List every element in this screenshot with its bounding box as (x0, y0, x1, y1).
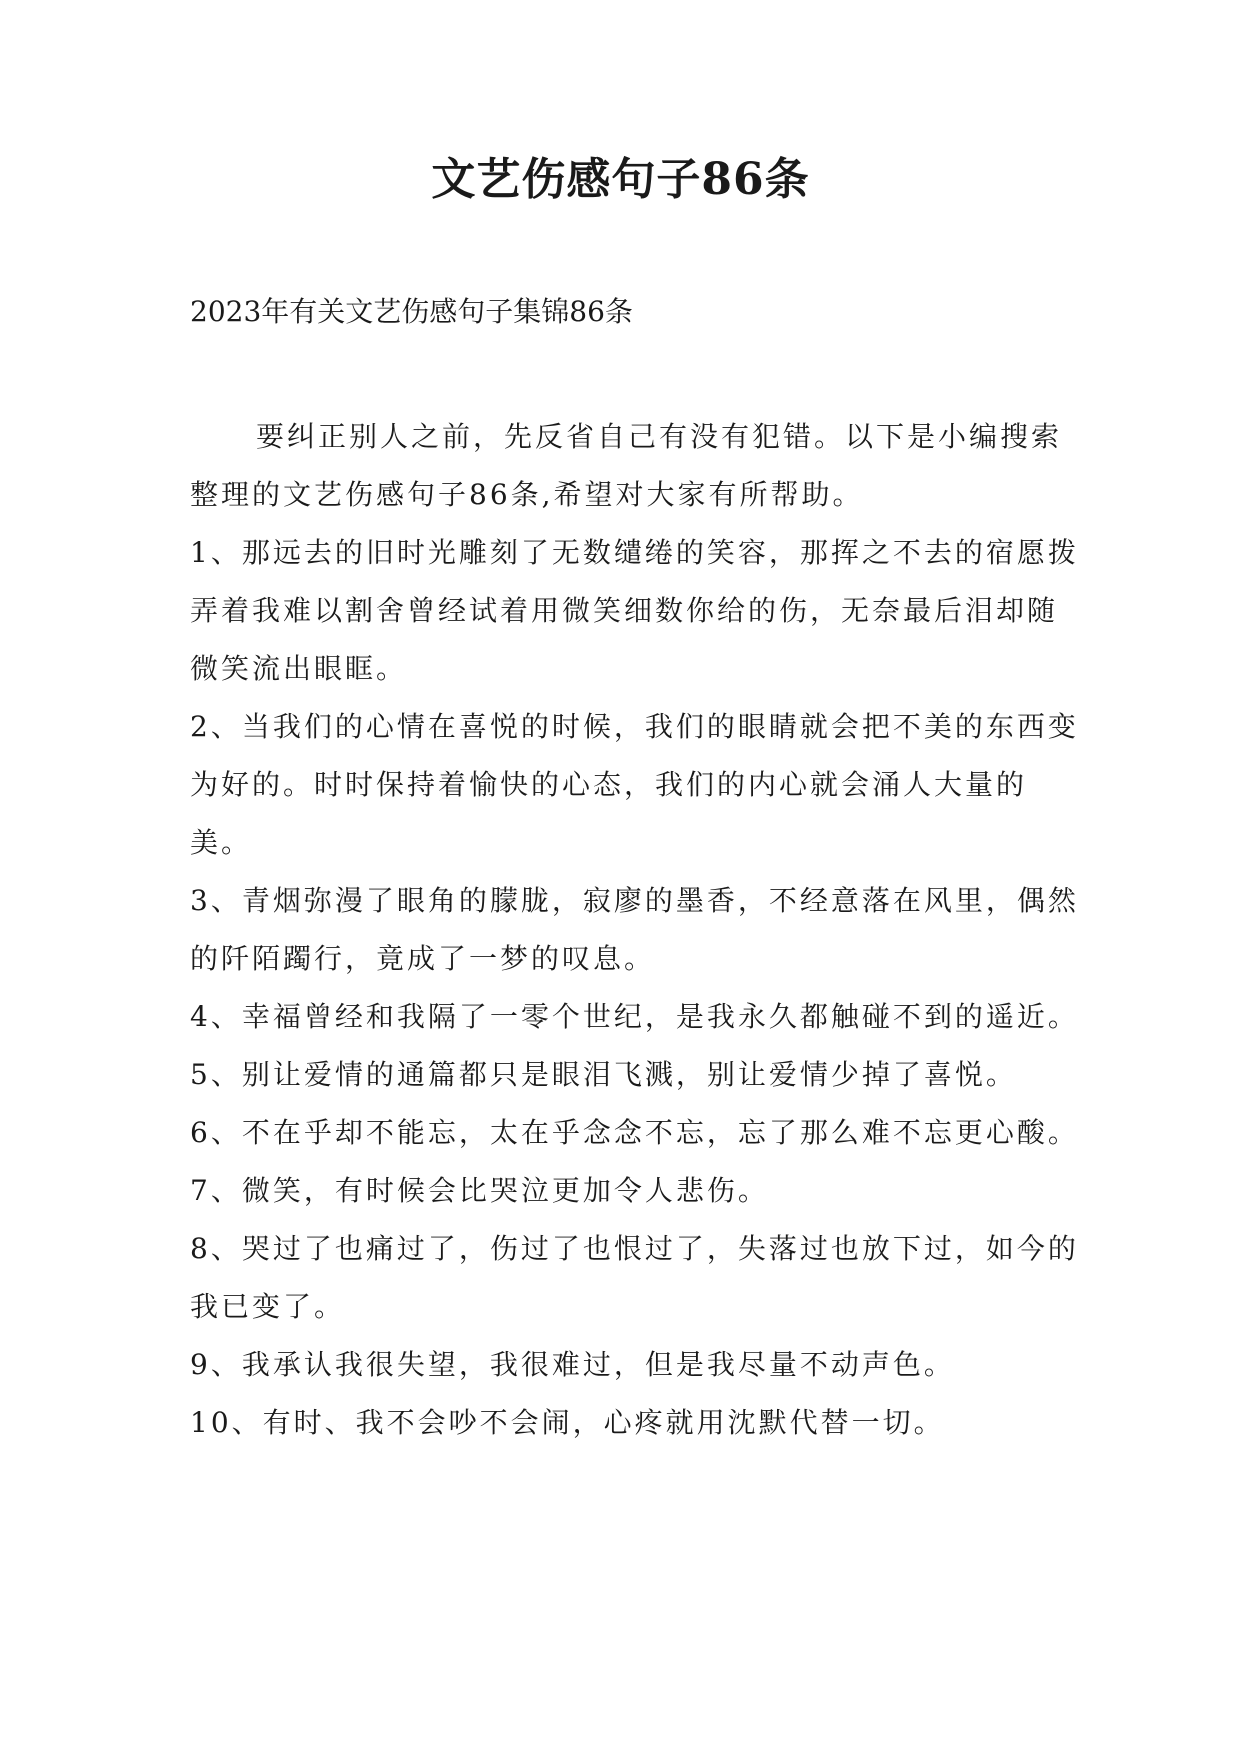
intro-paragraph: 要纠正别人之前，先反省自己有没有犯错。以下是小编搜索整理的文艺伤感句子86条,希望对大家有所帮助。 (190, 420, 1063, 511)
list-item: 8、哭过了也痛过了，伤过了也恨过了，失落过也放下过，如今的我已变了。 (190, 1232, 1079, 1323)
list-item: 5、别让爱情的通篇都只是眼泪飞溅，别让爱情少掉了喜悦。 (190, 1058, 1017, 1091)
list-item: 7、微笑，有时候会比哭泣更加令人悲伤。 (190, 1174, 769, 1207)
list-item: 10、有时、我不会吵不会闹，心疼就用沈默代替一切。 (190, 1406, 945, 1439)
document-body (190, 408, 1080, 1452)
list-item: 4、幸福曾经和我隔了一零个世纪，是我永久都触碰不到的遥近。 (190, 1000, 1079, 1033)
list-item: 2、当我们的心情在喜悦的时候，我们的眼睛就会把不美的东西变为好的。时时保持着愉快的心态，我们的内心就会涌人大量的美。 (190, 710, 1079, 859)
list-item: 1、那远去的旧时光雕刻了无数缱绻的笑容，那挥之不去的宿愿拨弄着我难以割舍曾经试着用微笑细数你给的伤，无奈最后泪却随微笑流出眼眶。 (190, 536, 1079, 685)
document-subtitle: 2023年有关文艺伤感句子集锦86条 (190, 295, 633, 328)
document-title: 文艺伤感句子86条 (431, 154, 810, 205)
list-item: 3、青烟弥漫了眼角的朦胧，寂廖的墨香，不经意落在风里，偶然的阡陌躅行，竟成了一梦的叹息。 (190, 884, 1079, 975)
list-item: 9、我承认我很失望，我很难过，但是我尽量不动声色。 (190, 1348, 955, 1381)
list-item: 6、不在乎却不能忘，太在乎念念不忘，忘了那么难不忘更心酸。 (190, 1116, 1079, 1149)
